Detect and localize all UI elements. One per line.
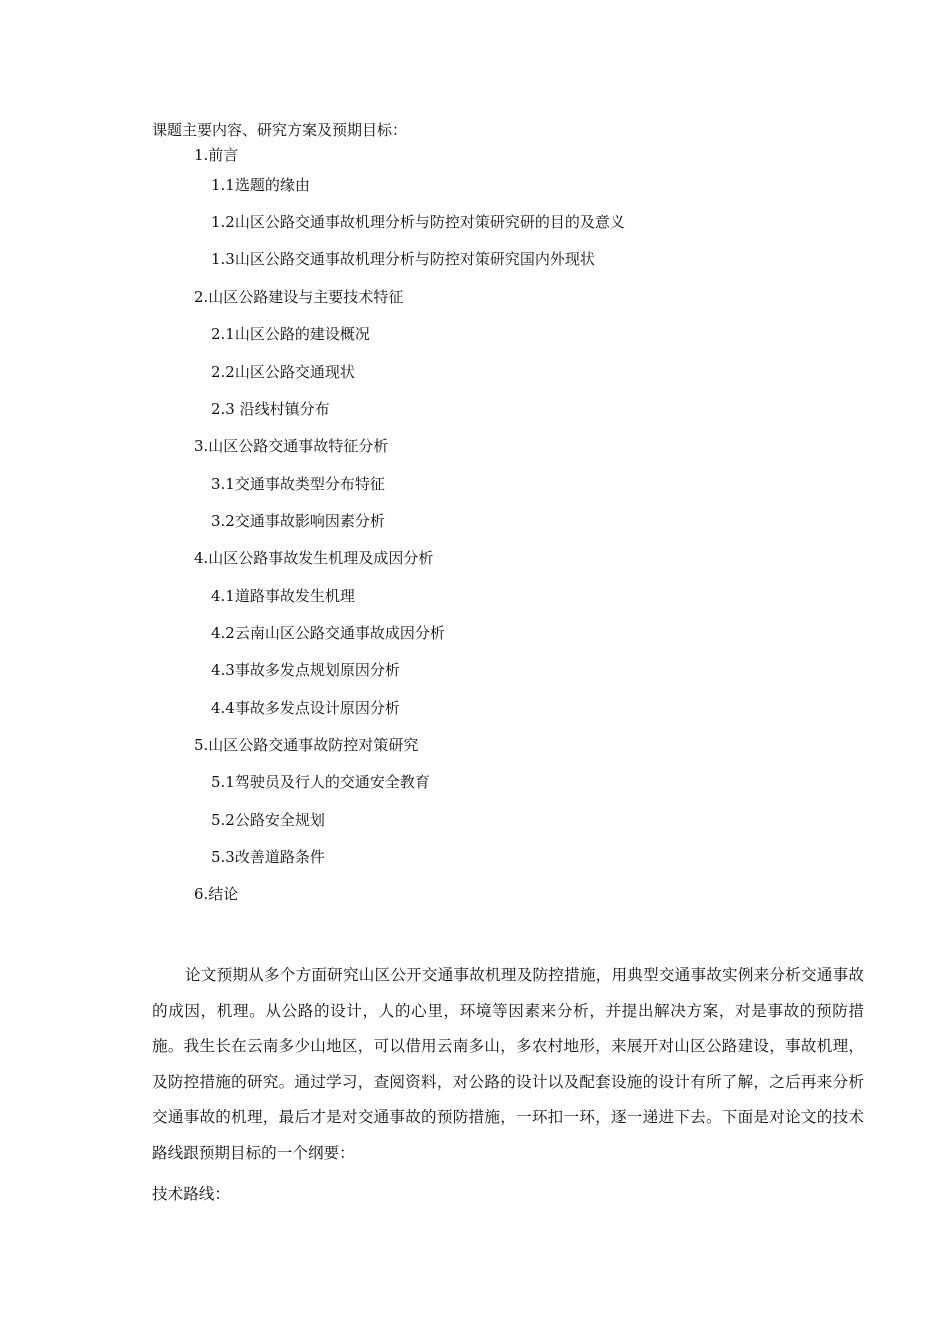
technical-route-label: 技术路线： xyxy=(152,1185,230,1203)
outline-item: 1.3山区公路交通事故机理分析与防控对策研究国内外现状 xyxy=(211,250,595,268)
outline-item: 5.1驾驶员及行人的交通安全教育 xyxy=(211,773,430,791)
outline-item: 4.3事故多发点规划原因分析 xyxy=(211,661,400,679)
outline-item: 4.1道路事故发生机理 xyxy=(211,587,355,605)
outline-item: 3.2交通事故影响因素分析 xyxy=(211,512,385,530)
outline-item: 6.结论 xyxy=(194,885,239,903)
outline-item: 4.山区公路事故发生机理及成因分析 xyxy=(194,549,434,567)
body-paragraph: 论文预期从多个方面研究山区公开交通事故机理及防控措施，用典型交通事故实例来分析交通事故的成因，机理。从公路的设计，人的心里，环境等因素来分析，并提出解决方案，对是事故的预防措施。我生长在云南多少山地区，可以借用云南多山，多农村地形，来展开对山区公路建设，事故机理，及防控措施的研究。通过学习，查阅资料，对公路的设计以及配套设施的设计有所了解，之后再来分析交通事故的机理，最后才是对交通事故的预防措施，一环扣一环，逐一递进下去。下面是对论文的技术路线跟预期目标的一个纲要： xyxy=(152,966,864,1162)
outline-item: 3.山区公路交通事故特征分析 xyxy=(194,437,389,455)
outline-item: 4.4事故多发点设计原因分析 xyxy=(211,699,400,717)
outline-item: 2.山区公路建设与主要技术特征 xyxy=(194,288,404,306)
section-heading: 课题主要内容、研究方案及预期目标： xyxy=(152,121,408,139)
outline-item: 5.3改善道路条件 xyxy=(211,848,325,866)
outline-item: 2.3 沿线村镇分布 xyxy=(211,400,330,418)
outline-item: 3.1交通事故类型分布特征 xyxy=(211,475,385,493)
outline-item: 5.山区公路交通事故防控对策研究 xyxy=(194,736,419,754)
outline-item: 2.2山区公路交通现状 xyxy=(211,363,355,381)
outline-item: 2.1山区公路的建设概况 xyxy=(211,325,370,343)
outline-item: 1.前言 xyxy=(194,146,239,164)
outline-item: 1.2山区公路交通事故机理分析与防控对策研究研的目的及意义 xyxy=(211,213,625,231)
outline-item: 5.2公路安全规划 xyxy=(211,811,325,829)
outline-item: 1.1选题的缘由 xyxy=(211,176,310,194)
outline-item: 4.2云南山区公路交通事故成因分析 xyxy=(211,624,445,642)
